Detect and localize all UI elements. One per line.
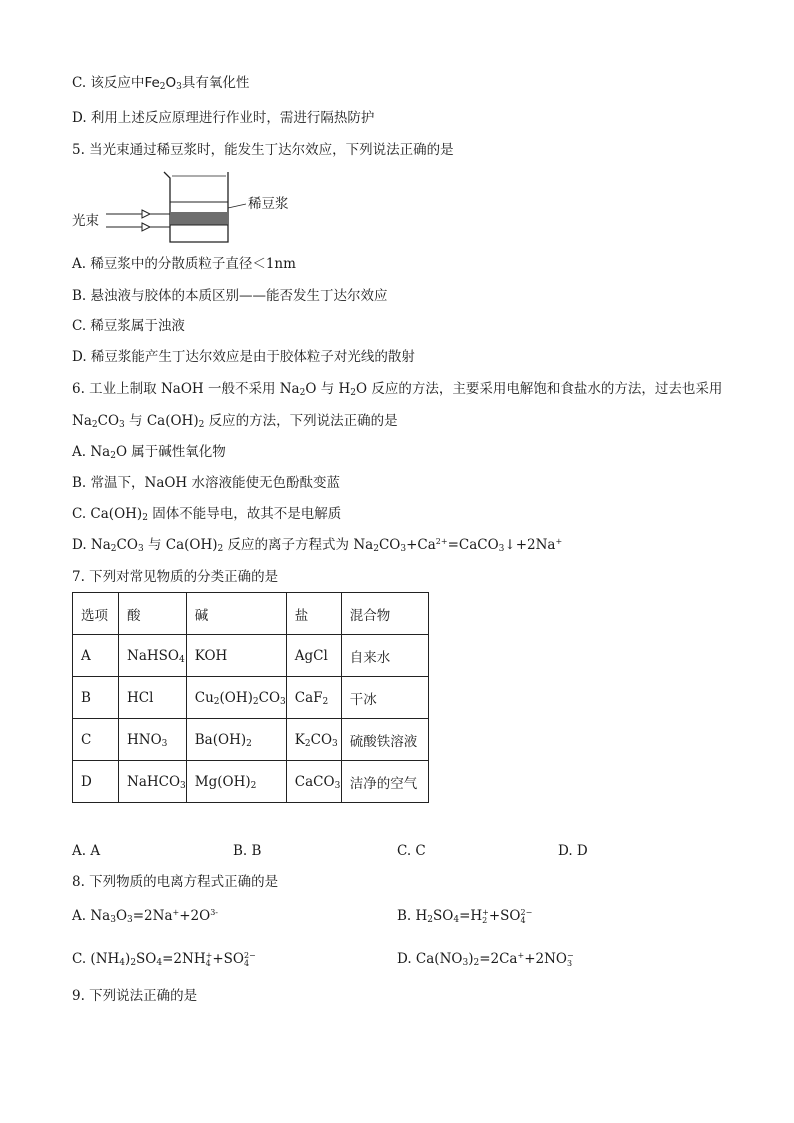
table-cell: A xyxy=(73,635,119,677)
q5-option-a: A. 稀豆浆中的分散质粒子直径＜1nm xyxy=(72,256,296,272)
table-cell: $HNO_3$ xyxy=(119,719,187,761)
q5-option-b: B. 悬浊液与胶体的本质区别——能否发生丁达尔效应 xyxy=(72,288,388,304)
q8-option-b: B. $H_2SO_4=H$ + 2 +SO 2− 4 xyxy=(397,907,533,925)
table-cell: 干冰 xyxy=(341,677,428,719)
table-cell: CaF$_2$ xyxy=(286,677,341,719)
q5-stem: 5. 当光束通过稀豆浆时，能发生丁达尔效应，下列说法正确的是 xyxy=(72,142,454,158)
q8-option-d: D. $Ca(NO_3)_2=2Ca^++2NO$ − 3 xyxy=(397,950,574,968)
header-cell: 选项 xyxy=(73,593,119,635)
q6-stem-line1: 6. 工业上制取 NaOH 一般不采用 $Na_2O$ 与 $H_2O$ 反应的方法，主要采用电解饱和食盐水的方法，过去也采用 xyxy=(72,381,723,398)
table-cell: $Mg(OH)_2$ xyxy=(186,761,286,803)
q6-option-c: C. $Ca(OH)_2$ 固体不能导电，故其不是电解质 xyxy=(72,506,342,523)
arrow-upper-icon xyxy=(142,210,150,218)
table-cell: B xyxy=(73,677,119,719)
q6-option-a: A. $Na_2O$ 属于碱性氧化物 xyxy=(72,444,226,461)
table-cell: CaCO$_3$ xyxy=(286,761,341,803)
table-cell: KOH xyxy=(186,635,286,677)
q5-option-c: C. 稀豆浆属于浊液 xyxy=(72,318,185,334)
beaker-outline xyxy=(164,172,228,242)
header-cell: 碱 xyxy=(186,593,286,635)
q4-option-c: C. 该反应中$Fe_2O_3$具有氧化性 xyxy=(72,75,250,92)
table-cell: 硫酸铁溶液 xyxy=(341,719,428,761)
q7-stem: 7. 下列对常见物质的分类正确的是 xyxy=(72,569,279,585)
table-cell: $Cu_2(OH)_2CO_3$ xyxy=(186,677,286,719)
liquid-band xyxy=(170,212,228,225)
q5-option-d: D. 稀豆浆能产生丁达尔效应是由于胶体粒子对光线的散射 xyxy=(72,349,415,365)
liquid-label: 稀豆浆 xyxy=(248,196,289,212)
table-header-row xyxy=(73,593,429,635)
table-cell: $K_2CO_3$ xyxy=(286,719,341,761)
q7-choices xyxy=(72,843,732,861)
label-leader-line xyxy=(228,204,246,208)
table-cell: NaHCO$_3$ xyxy=(119,761,187,803)
table-row xyxy=(73,719,429,761)
q7-choice-a: A. A xyxy=(72,843,101,859)
table-row xyxy=(73,761,429,803)
q9-stem: 9. 下列说法正确的是 xyxy=(72,988,198,1004)
q8-option-a: A. $Na_3O_3=2Na^++2O^{3-}$ xyxy=(72,908,218,925)
table-cell: C xyxy=(73,719,119,761)
q6-stem-line2: $Na_2CO_3$ 与 $Ca(OH)_2$ 反应的方法，下列说法正确的是 xyxy=(72,413,398,430)
q6-option-d: D. $Na_2CO_3$ 与 $Ca(OH)_2$ 反应的离子方程式为 $Na_2CO_3+Ca^{2+}=CaCO_3↓+2Na^+$ xyxy=(72,537,563,554)
q7-choice-b: B. B xyxy=(233,843,262,859)
q8-stem: 8. 下列物质的电离方程式正确的是 xyxy=(72,874,279,890)
q7-choice-d: D. D xyxy=(558,843,588,859)
header-cell: 盐 xyxy=(286,593,341,635)
table-cell: AgCl xyxy=(286,635,341,677)
table-row xyxy=(73,635,429,677)
table-row xyxy=(73,677,429,719)
classification-table xyxy=(72,592,429,803)
table-cell: $Ba(OH)_2$ xyxy=(186,719,286,761)
table-cell: HCl xyxy=(119,677,187,719)
q6-option-b: B. 常温下，NaOH 水溶液能使无色酚酞变蓝 xyxy=(72,475,340,491)
header-cell: 酸 xyxy=(119,593,187,635)
table-cell: D xyxy=(73,761,119,803)
q4-option-d: D. 利用上述反应原理进行作业时，需进行隔热防护 xyxy=(72,110,375,126)
beam-label: 光束 xyxy=(72,213,99,229)
q7-choice-c: C. C xyxy=(397,843,426,859)
q8-option-c: C. $(NH_4)_2SO_4=2NH$ + 4 +SO 2− 4 xyxy=(72,950,256,968)
header-cell: 混合物 xyxy=(341,593,428,635)
beaker-figure xyxy=(72,168,312,248)
table-cell: 洁净的空气 xyxy=(341,761,428,803)
table-cell: NaHSO$_4$ xyxy=(119,635,187,677)
arrow-lower-icon xyxy=(142,223,150,231)
table-cell: 自来水 xyxy=(341,635,428,677)
